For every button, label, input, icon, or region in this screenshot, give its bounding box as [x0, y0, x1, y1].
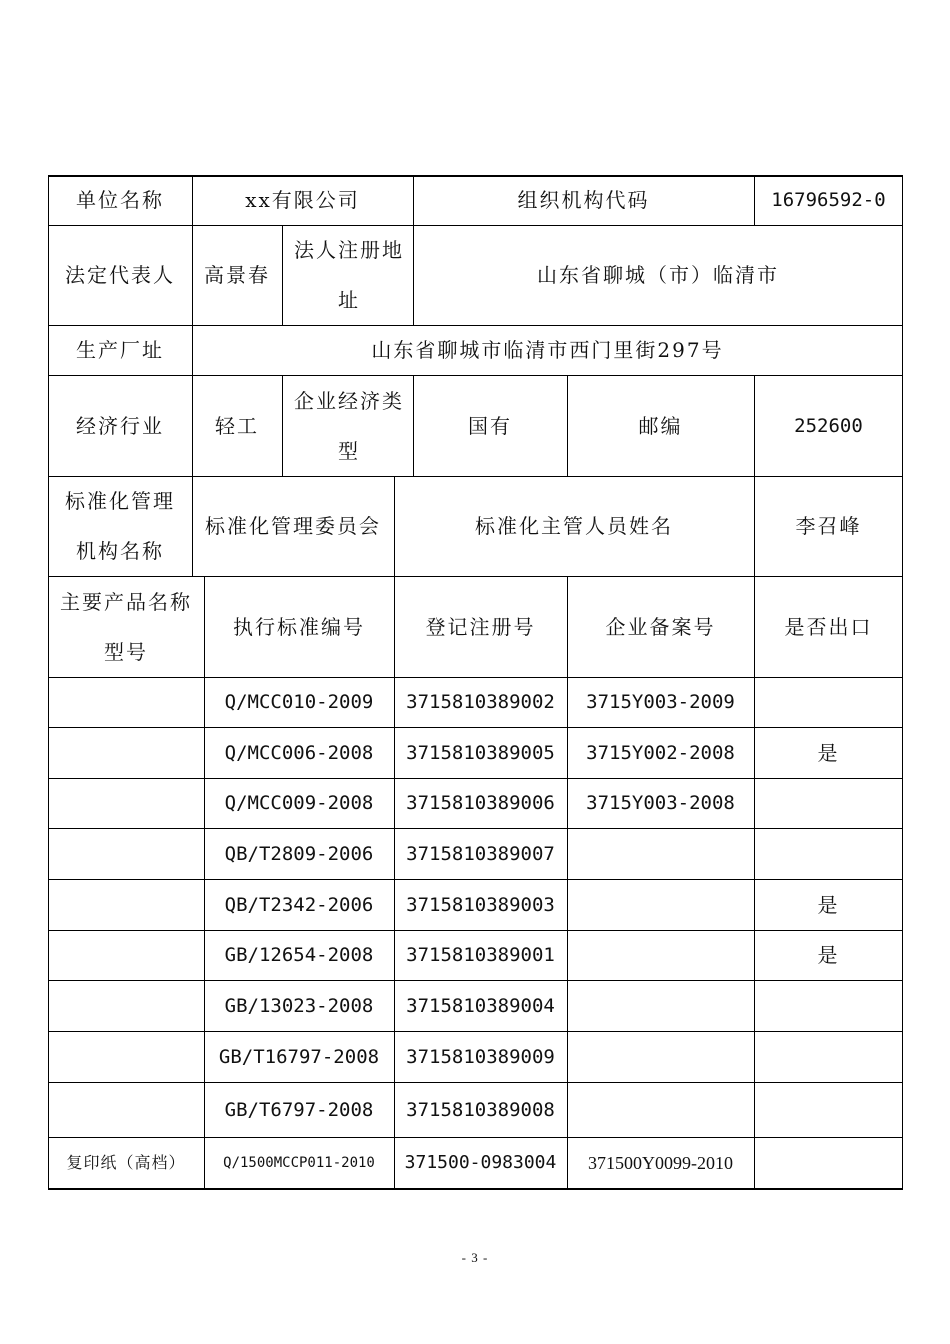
postcode-value: 252600: [794, 414, 863, 437]
standard-no: GB/T16797-2008: [218, 1045, 380, 1068]
product-name: [48, 727, 204, 778]
reg-no: 3715810389003: [406, 893, 555, 916]
std-manager-label: 标准化主管人员姓名: [475, 514, 673, 538]
unit-name-value: xx有限公司: [245, 188, 360, 212]
col-header-filing-no: 企业备案号: [605, 614, 716, 639]
enterprise-standards-table: [48, 175, 903, 1190]
filing-no: 3715Y003-2009: [586, 691, 735, 713]
reg-no: 3715810389004: [406, 994, 555, 1017]
col-header-export: 是否出口: [784, 614, 873, 639]
factory-address-label: 生产厂址: [76, 338, 164, 362]
standard-no: QB/T2809-2006: [224, 842, 374, 865]
filing-no: [567, 1031, 754, 1082]
reg-no: 3715810389009: [406, 1045, 555, 1068]
col-header-reg-no: 登记注册号: [425, 614, 536, 639]
org-code-value: 16796592-0: [771, 189, 886, 211]
product-name: [48, 1031, 204, 1082]
factory-address-value: 山东省聊城市临清市西门里街297号: [371, 338, 724, 362]
std-org-value: 标准化管理委员会: [205, 514, 381, 538]
filing-no: 371500Y0099-2010: [588, 1153, 733, 1173]
export-flag: [754, 778, 903, 828]
product-name: [48, 980, 204, 1031]
reg-no: 3715810389006: [406, 792, 555, 814]
reg-no: 3715810389007: [406, 842, 555, 865]
filing-no: 3715Y003-2008: [586, 792, 735, 814]
export-flag: 是: [817, 943, 840, 967]
industry-label: 经济行业: [76, 413, 164, 438]
export-flag: 是: [817, 740, 840, 765]
industry-value: 轻工: [215, 413, 259, 438]
standard-no: GB/12654-2008: [224, 944, 374, 966]
export-flag: [754, 1137, 903, 1189]
econ-type-value: 国有: [468, 413, 512, 438]
col-header-standard: 执行标准编号: [233, 614, 365, 639]
reg-no: 371500-0983004: [404, 1152, 557, 1173]
export-flag: [754, 980, 903, 1031]
product-name: [48, 778, 204, 828]
filing-no: [567, 879, 754, 930]
product-name: [48, 828, 204, 879]
reg-address-value: 山东省聊城（市）临清市: [537, 263, 779, 287]
reg-address-label: 法人注册地址: [294, 238, 404, 312]
standard-no: Q/MCC009-2008: [224, 792, 374, 814]
product-name: 复印纸（高档）: [66, 1153, 186, 1172]
standard-no: Q/1500MCCP011-2010: [223, 1155, 375, 1171]
org-code-label: 组织机构代码: [517, 188, 650, 212]
export-flag: [754, 1082, 903, 1137]
econ-type-label: 企业经济类型: [294, 388, 404, 463]
reg-no: 3715810389002: [406, 691, 555, 713]
export-flag: [754, 828, 903, 879]
product-name: [48, 1082, 204, 1137]
reg-no: 3715810389001: [406, 944, 555, 966]
col-divider: [282, 375, 283, 476]
filing-no: [567, 980, 754, 1031]
export-flag: 是: [817, 892, 840, 917]
product-name: [48, 677, 204, 727]
reg-no: 3715810389008: [406, 1098, 555, 1121]
col-divider: [282, 225, 283, 325]
legal-rep-label: 法定代表人: [65, 263, 175, 287]
reg-no: 3715810389005: [406, 741, 555, 764]
export-flag: [754, 677, 903, 727]
standard-no: GB/T6797-2008: [224, 1098, 374, 1121]
filing-no: [567, 1082, 754, 1137]
standard-no: Q/MCC006-2008: [224, 741, 374, 764]
std-manager-value: 李召峰: [795, 514, 862, 538]
standard-no: QB/T2342-2006: [224, 893, 374, 916]
standard-no: Q/MCC010-2009: [224, 691, 374, 713]
std-org-label: 标准化管理机构名称: [65, 489, 175, 563]
filing-no: 3715Y002-2008: [586, 741, 735, 764]
filing-no: [567, 828, 754, 879]
postcode-label: 邮编: [638, 413, 683, 438]
product-name: [48, 879, 204, 930]
product-name: [48, 930, 204, 980]
legal-rep-value: 高景春: [204, 263, 270, 287]
filing-no: [567, 930, 754, 980]
unit-name-label: 单位名称: [76, 188, 164, 212]
page-number: - 3 -: [461, 1250, 489, 1265]
export-flag: [754, 1031, 903, 1082]
standard-no: GB/13023-2008: [224, 994, 374, 1017]
col-header-product: 主要产品名称型号: [60, 589, 192, 664]
